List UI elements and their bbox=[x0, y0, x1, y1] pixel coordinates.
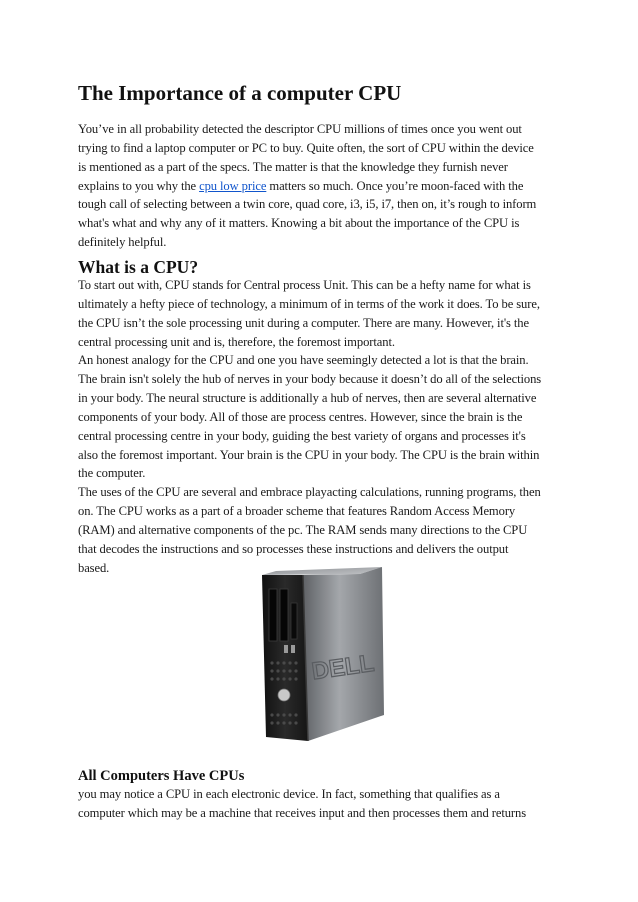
section1-body bbox=[78, 276, 568, 578]
body-line: central processing centre in your body, guiding the best variety of organs and processes it's bbox=[78, 428, 526, 443]
body-line: also the foremost important. Your brain is the CPU in your body. The CPU is the brain within bbox=[78, 447, 540, 462]
intro-line: is mentioned as a part of the specs. The matter is that the knowledge they furnish never bbox=[78, 159, 508, 174]
body-line: that decodes the instructions and so processes these instructions and delivers the output bbox=[78, 541, 509, 556]
body-line: To start out with, CPU stands for Central process Unit. This can be a hefty name for what is bbox=[78, 278, 531, 292]
intro-paragraph bbox=[78, 120, 568, 252]
intro-line: tough call of selecting between a twin core, quad core, i3, i5, i7, then on, it’s rough to inform bbox=[78, 197, 537, 212]
body-line: The uses of the CPU are several and embrace playacting calculations, running programs, then bbox=[78, 485, 541, 500]
body-line: on. The CPU works as a part of a broader scheme that features Random Access Memory bbox=[78, 504, 516, 519]
cpu-low-price-link[interactable]: cpu low price bbox=[199, 178, 267, 193]
page-title: The Importance of a computer CPU bbox=[78, 81, 402, 105]
body-line: (RAM) and alternative components of the pc. The RAM sends many directions to the CPU bbox=[78, 522, 528, 537]
body-line: in your body. The neural structure is additionally a hub of nerves, then are several alternative bbox=[78, 391, 537, 406]
body-line: components of your body. All of those are process centres. However, since the brain is the bbox=[78, 409, 523, 424]
body-line: ultimately a hefty piece of technology, a minimum of in terms of the work it does. To be sure, bbox=[78, 296, 540, 311]
section-heading-all-computers: All Computers Have CPUs bbox=[78, 768, 245, 784]
body-line: computer which may be a machine that receives input and then processes them and returns bbox=[78, 805, 527, 820]
body-line: An honest analogy for the CPU and one you have seemingly detected a lot is that the brain. bbox=[78, 353, 529, 368]
dell-logo: DELL bbox=[310, 649, 376, 686]
section-heading-what-is-cpu: What is a CPU? bbox=[78, 257, 199, 277]
intro-line: You’ve in all probability detected the descriptor CPU millions of times once you went out bbox=[78, 122, 522, 136]
body-line: The brain isn't solely the hub of nerves in your body because it doesn’t do all of the selections bbox=[78, 372, 542, 387]
body-line: based. bbox=[78, 560, 110, 575]
intro-line: what's what and why any of it matters. Knowing a bit about the importance of the CPU is bbox=[78, 216, 520, 231]
body-line: central processing unit and is, therefore, the foremost important. bbox=[78, 334, 395, 349]
intro-line-suffix: matters so much. Once you’re moon-faced with the bbox=[266, 178, 524, 193]
computer-tower-icon bbox=[256, 565, 406, 745]
section2-body bbox=[78, 785, 568, 823]
body-line: the computer. bbox=[78, 466, 146, 481]
intro-line-prefix: explains to you why the bbox=[78, 178, 200, 193]
body-line: the CPU isn’t the sole processing unit during a computer. There are many. However, it's the bbox=[78, 315, 529, 330]
cpu-tower-image bbox=[256, 565, 406, 745]
intro-line: trying to find a laptop computer or PC to buy. Quite often, the sort of CPU within the device bbox=[78, 140, 534, 155]
intro-line: definitely helpful. bbox=[78, 235, 167, 250]
body-line: you may notice a CPU in each electronic device. In fact, something that qualifies as a bbox=[78, 787, 500, 801]
intro-line-with-link bbox=[78, 177, 568, 196]
